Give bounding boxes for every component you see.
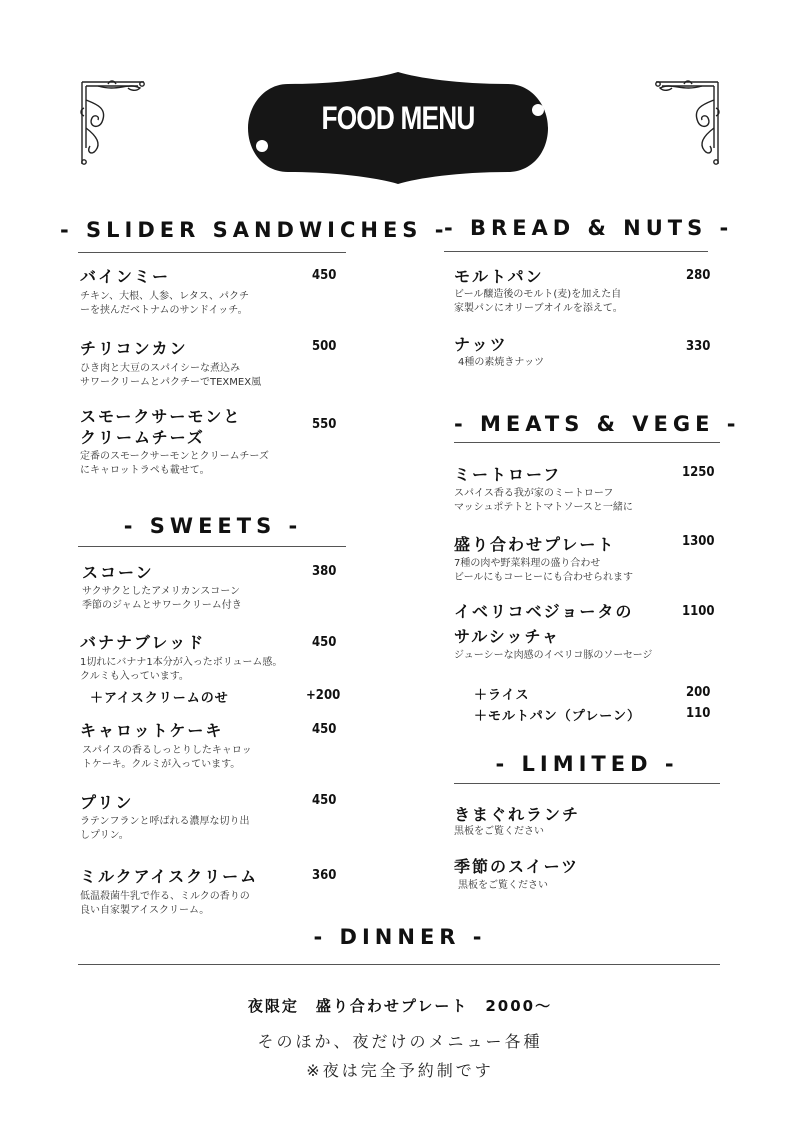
item-desc: ーを挟んだベトナムのサンドイッチ。: [80, 305, 248, 316]
item-desc: クルミも入っています。: [80, 671, 189, 682]
item-name: バナナブレッド: [80, 633, 206, 652]
item-desc: しプリン。: [80, 830, 129, 841]
item-desc: 季節のジャムとサワークリーム付き: [82, 600, 242, 611]
item-desc: 7種の肉や野菜料理の盛り合わせ: [454, 558, 601, 569]
item-name: ナッツ: [454, 335, 508, 354]
item-name: 季節のスイーツ: [454, 857, 580, 876]
divider: [78, 964, 720, 965]
divider: [454, 442, 720, 443]
item-price: 1100: [682, 604, 715, 619]
item-name: イベリコベジョータの: [454, 602, 634, 621]
item-price: 330: [686, 339, 711, 354]
item-price: 450: [312, 722, 337, 737]
item-desc: 家製パンにオリーブオイルを添えて。: [454, 303, 623, 314]
section-title-meats: - MEATS & VEGE -: [454, 412, 741, 436]
item-name: バインミー: [80, 267, 171, 286]
item-name-line2: サルシッチャ: [454, 627, 561, 646]
item-price: 380: [312, 564, 337, 579]
item-desc: サクサクとしたアメリカンスコーン: [82, 586, 240, 597]
item-desc: にキャロットラペも載せて。: [80, 465, 210, 476]
item-name: スモークサーモンと: [80, 407, 242, 426]
dinner-main-item: 夜限定 盛り合わせプレート 2000〜: [247, 997, 553, 1015]
item-desc: 黒板をご覧ください: [458, 880, 548, 891]
addon-price: 200: [686, 685, 711, 700]
divider: [78, 252, 346, 253]
item-price: 450: [312, 268, 337, 283]
item-desc: ラテンフランと呼ばれる濃厚な切り出: [80, 816, 250, 827]
item-price: 1250: [682, 465, 715, 480]
item-name: スコーン: [82, 563, 154, 582]
item-price: 500: [312, 339, 337, 354]
addon-price: +200: [306, 688, 341, 703]
item-desc: 黒板をご覧ください: [454, 826, 544, 837]
divider: [444, 251, 708, 252]
item-desc: 良い自家製アイスクリーム。: [80, 905, 210, 916]
item-desc: チキン、大根、人参、レタス、パクチ: [80, 291, 249, 302]
section-title-bread: - BREAD & NUTS -: [444, 216, 734, 240]
item-name: きまぐれランチ: [454, 805, 581, 824]
item-price: 550: [312, 417, 337, 432]
item-desc: ビール醸造後のモルト(麦)を加えた自: [454, 289, 622, 300]
item-desc: スパイス香る我が家のミートローフ: [454, 488, 614, 499]
item-name: プリン: [80, 793, 134, 812]
item-price: 360: [312, 868, 337, 883]
addon-name: ＋アイスクリームのせ: [90, 691, 229, 706]
item-price: 450: [312, 793, 337, 808]
item-price: 280: [686, 268, 711, 283]
item-desc: 定番のスモークサーモンとクリームチーズ: [80, 451, 269, 462]
page-title: FOOD MENU: [321, 100, 475, 136]
section-title-slider: - SLIDER SANDWICHES -: [60, 218, 449, 242]
item-price: 1300: [682, 534, 715, 549]
item-price: 450: [312, 635, 337, 650]
dinner-note: そのほか、夜だけのメニュー各種: [257, 1032, 543, 1051]
item-name: チリコンカン: [80, 339, 188, 358]
addon-name: ＋ライス: [474, 688, 530, 703]
corner-ornament-left-icon: [78, 78, 148, 168]
item-name: モルトパン: [454, 267, 544, 286]
item-desc: ジューシーな肉感のイベリコ豚のソーセージ: [454, 650, 653, 661]
item-name: ミルクアイスクリーム: [80, 867, 259, 886]
item-desc: スパイスの香るしっとりしたキャロッ: [82, 745, 252, 756]
item-desc: 低温殺菌牛乳で作る、ミルクの香りの: [80, 891, 250, 902]
item-desc: トケーキ。クルミが入っています。: [82, 759, 241, 770]
item-desc: 1切れにバナナ1本分が入ったボリューム感。: [80, 657, 283, 668]
addon-name: ＋モルトパン（プレーン）: [474, 709, 641, 724]
section-title-sweets: - SWEETS -: [123, 514, 303, 538]
section-title-limited: - LIMITED -: [495, 752, 679, 776]
divider: [78, 546, 346, 547]
item-name-line2: クリームチーズ: [80, 428, 205, 447]
addon-price: 110: [686, 706, 711, 721]
item-desc: サワークリームとパクチーでTEXMEX風: [80, 377, 262, 388]
divider: [454, 783, 720, 784]
item-desc: ビールにもコーヒーにも合わせられます: [454, 572, 633, 583]
section-title-dinner: - DINNER -: [313, 925, 487, 949]
item-desc: マッシュポテトとトマトソースと一緒に: [454, 502, 633, 513]
dinner-reservation-note: ※夜は完全予約制です: [306, 1061, 494, 1080]
item-name: キャロットケーキ: [80, 721, 224, 740]
item-desc: 4種の素焼きナッツ: [458, 357, 545, 368]
item-desc: ひき肉と大豆のスパイシーな煮込み: [80, 363, 240, 374]
corner-ornament-right-icon: [652, 78, 722, 168]
item-name: 盛り合わせプレート: [454, 535, 616, 554]
item-name: ミートローフ: [454, 465, 562, 484]
